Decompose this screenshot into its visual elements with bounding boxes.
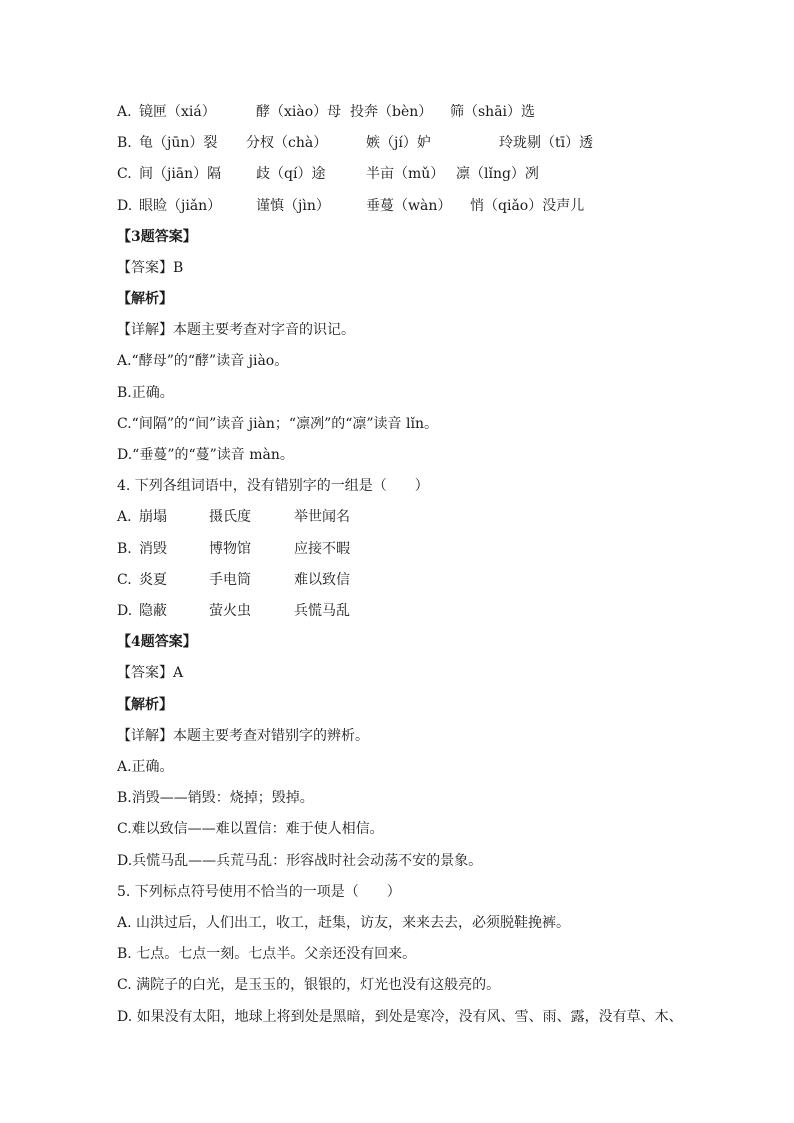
option-label: C.	[117, 166, 132, 182]
option-item: 悄（qiǎo）没声儿	[470, 198, 585, 214]
q4-analysis-title: 【解析】	[117, 697, 173, 713]
option-item: 博物馆	[209, 541, 251, 557]
option-item: 谨慎（jìn）	[256, 198, 330, 214]
option-item: 半亩（mǔ）	[366, 166, 445, 182]
q3-explain-b: B.正确。	[117, 385, 174, 401]
q3-answer: 【答案】B	[117, 260, 184, 276]
option-item: 玲珑剔（tī）透	[499, 135, 594, 151]
q3-explain-c: C.“间隔”的“间”读音 jiàn；“凛冽”的“凛”读音 lǐn。	[117, 416, 438, 432]
option-item: 举世闻名	[294, 509, 350, 525]
option-item: 凛（lǐng）冽	[456, 166, 539, 182]
q3-explain-a: A.“酵母”的“酵”读音 jiào。	[117, 353, 289, 369]
q4-explain-b: B.消毁——销毁：烧掉；毁掉。	[117, 790, 314, 806]
option-item: 镜匣（xiá）	[139, 104, 216, 120]
q5-option-d: D. 如果没有太阳，地球上将到处是黑暗，到处是寒冷，没有风、雪、雨、露，没有草、木、	[117, 1009, 683, 1025]
q5-option-c: C. 满院子的白光，是玉玉的，银银的，灯光也没有这般亮的。	[117, 977, 501, 993]
q4-detail: 【详解】本题主要考查对错别字的辨析。	[117, 728, 369, 744]
option-item: 间（jiān）隔	[139, 166, 222, 182]
q5-option-b: B. 七点。七点一刻。七点半。父亲还没有回来。	[117, 946, 417, 962]
q3-explain-d: D.“垂蔓”的“蔓”读音 màn。	[117, 447, 294, 463]
q3-detail: 【详解】本题主要考查对字音的识记。	[117, 322, 355, 338]
option-item: 歧（qí）途	[256, 166, 326, 182]
option-item: 萤火虫	[209, 603, 251, 619]
option-item: 隐蔽	[139, 603, 167, 619]
option-item: 崩塌	[139, 509, 167, 525]
option-item: 难以致信	[294, 572, 350, 588]
option-item: 摄氏度	[209, 509, 251, 525]
option-item: 投奔（bèn）	[350, 104, 433, 120]
option-item: 酵（xiào）母	[256, 104, 342, 120]
option-label: D.	[117, 198, 133, 214]
option-item: 分杈（chà）	[246, 135, 328, 151]
option-item: 兵慌马乱	[294, 603, 350, 619]
q4-stem: 4. 下列各组词语中，没有错别字的一组是（ ）	[117, 478, 429, 494]
option-item: 龟（jūn）裂	[139, 135, 218, 151]
option-item: 手电筒	[209, 572, 251, 588]
q4-explain-d: D.兵慌马乱——兵荒马乱：形容战时社会动荡不安的景象。	[117, 853, 483, 869]
option-item: 眼睑（jiǎn）	[139, 198, 222, 214]
option-label: A.	[117, 104, 132, 120]
option-item: 嫉（jí）妒	[366, 135, 431, 151]
q4-explain-a: A.正确。	[117, 759, 174, 775]
option-item: 炎夏	[139, 572, 167, 588]
option-label: B.	[117, 541, 132, 557]
q3-analysis-title: 【解析】	[117, 291, 173, 307]
q4-answer: 【答案】A	[117, 665, 184, 681]
option-label: A.	[117, 509, 132, 525]
option-item: 消毁	[139, 541, 167, 557]
option-label: D.	[117, 603, 133, 619]
option-item: 应接不暇	[294, 541, 350, 557]
q4-answer-header: 【4题答案】	[117, 634, 197, 650]
q4-explain-c: C.难以致信——难以置信：难于使人相信。	[117, 821, 384, 837]
option-item: 垂蔓（wàn）	[366, 198, 452, 214]
option-item: 筛（shāi）选	[450, 104, 536, 120]
q5-option-a: A. 山洪过后，人们出工，收工，赶集，访友，来来去去，必须脱鞋挽裤。	[117, 915, 571, 931]
option-label: B.	[117, 135, 132, 151]
q3-answer-header: 【3题答案】	[117, 229, 197, 245]
q5-stem: 5. 下列标点符号使用不恰当的一项是（ ）	[117, 884, 401, 900]
option-label: C.	[117, 572, 132, 588]
